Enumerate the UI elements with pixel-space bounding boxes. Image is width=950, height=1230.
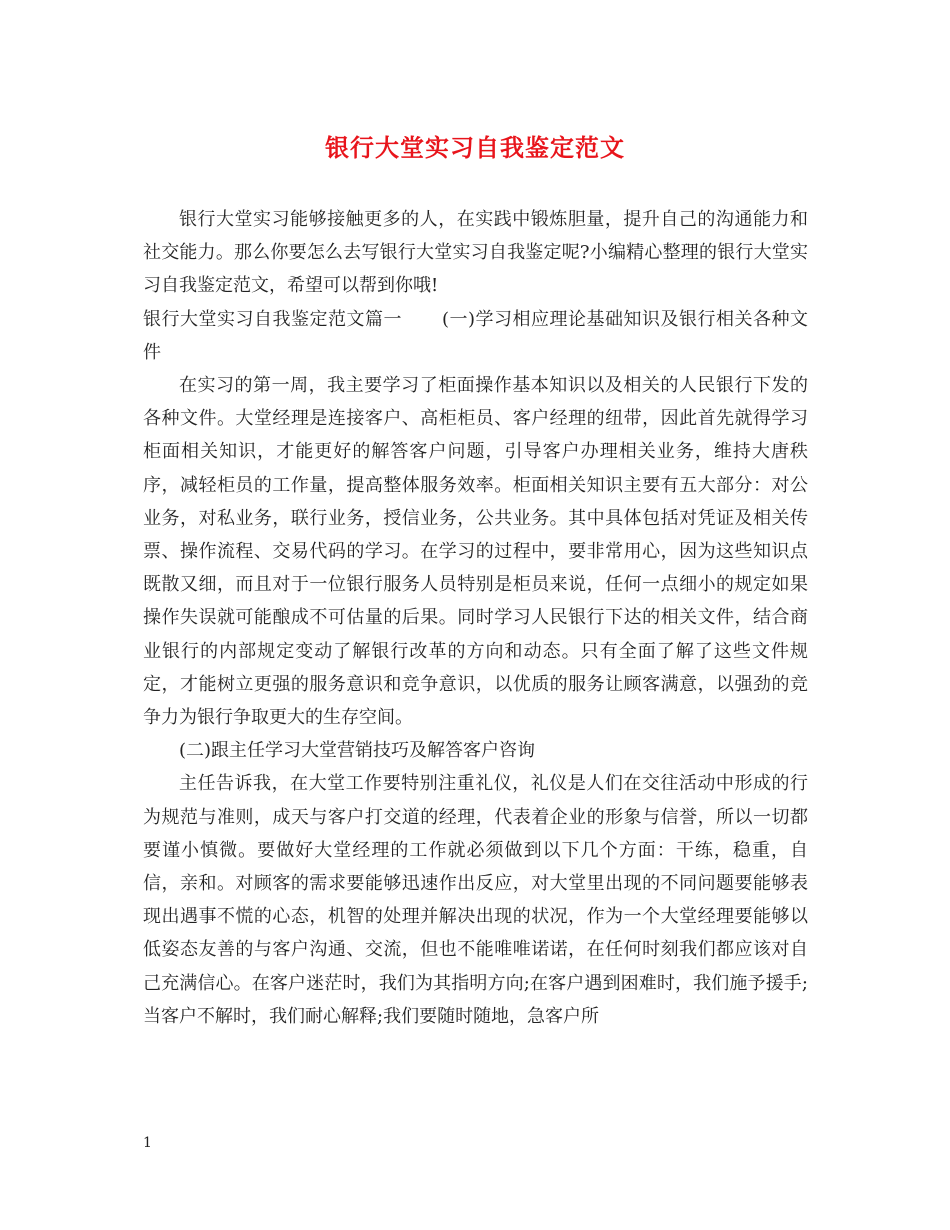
subheading-2: (二)跟主任学习大堂营销技巧及解答客户咨询 bbox=[179, 740, 536, 762]
document-title: 银行大堂实习自我鉴定范文 bbox=[325, 133, 625, 162]
page-number: 1 bbox=[143, 1135, 152, 1151]
paragraph-1: 在实习的第一周，我主要学习了柜面操作基本知识以及相关的人民银行下发的各种文件。大堂经理是连接客户、高柜柜员、客户经理的纽带，因此首先就得学习柜面相关知识，才能更好的解答客户问题，引导客户办理相关业务，维持大唐秩序，减轻柜员的工作量，提高整体服务效率。柜面相关知识主要有五大部分：对公业务，对私业务，联行业务，授信业务，公共业务。其中具体包括对凭证及相关传票、操作流程、交易代码的学习。在学习的过程中，要非常用心，因为这些知识点既散又细，而且对于一位银行服务人员特别是柜员来说，任何一点细小的规定如果操作失误就可能酿成不可估量的后果。同时学习人民银行下达的相关文件，结合商业银行的内部规定变动了解银行改革的方向和动态。只有全面了解了这些文件规定，才能树立更强的服务意识和竞争意识，以优质的服务让顾客满意，以强劲的竞争力为银行争取更大的生存空间。 bbox=[143, 375, 808, 729]
subheading-1: (一)学习相应理论基础知识及银行相关各种文件 bbox=[143, 308, 808, 363]
section-heading: 银行大堂实习自我鉴定范文篇一 bbox=[143, 308, 402, 330]
section-heading-line bbox=[143, 303, 808, 369]
document-body bbox=[143, 203, 808, 1033]
paragraph-2: 主任告诉我，在大堂工作要特别注重礼仪，礼仪是人们在交往活动中形成的行为规范与准则，成天与客户打交道的经理，代表着企业的形象与信誉，所以一切都要谨小慎微。要做好大堂经理的工作就必须做到以下几个方面：干练，稳重，自信，亲和。对顾客的需求要能够迅速作出反应，对大堂里出现的不同问题要能够表现出遇事不慌的心态，机智的处理并解决出现的状况，作为一个大堂经理要能够以低姿态友善的与客户沟通、交流，但也不能唯唯诺诺，在任何时刻我们都应该对自己充满信心。在客户迷茫时，我们为其指明方向;在客户遇到困难时，我们施予援手;当客户不解时，我们耐心解释;我们要随时随地，急客户所 bbox=[143, 773, 808, 1027]
intro-paragraph: 银行大堂实习能够接触更多的人，在实践中锻炼胆量，提升自己的沟通能力和社交能力。那么你要怎么去写银行大堂实习自我鉴定呢?小编精心整理的银行大堂实习自我鉴定范文，希望可以帮到你哦! bbox=[143, 209, 808, 297]
